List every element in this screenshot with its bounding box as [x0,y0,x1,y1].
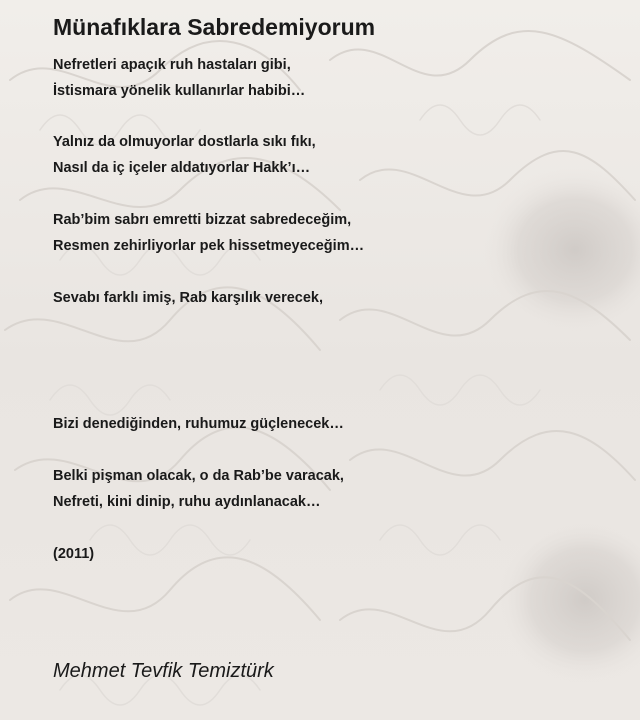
poem-line: Rab’bim sabrı emretti bizzat sabredeceğim, [53,212,352,228]
poem-line: Resmen zehirliyorlar pek hissetmeyeceğim… [53,238,365,254]
poem-title: Münafıklara Sabredemiyorum [53,14,376,40]
poem-line: Sevabı farklı imiş, Rab karşılık verecek, [53,290,324,306]
poem-line: Yalnız da olmuyorlar dostlarla sıkı fıkı, [53,134,316,150]
poem-author: Mehmet Tevfik Temiztürk [53,660,274,682]
stanza-1 [53,52,305,104]
stanza-6 [53,463,344,515]
stanza-2 [53,129,316,181]
stanza-3 [53,207,364,259]
poem-line: Belki pişman olacak, o da Rab’be varacak, [53,468,344,484]
poem-line: Nefretleri apaçık ruh hastaları gibi, [53,57,291,73]
poem-line: Nefreti, kini dinip, ruhu aydınlanacak… [53,494,321,510]
poem-year: (2011) [53,546,95,562]
stanza-4 [53,285,323,311]
poem-line: Bizi denediğinden, ruhumuz güçlenecek… [53,416,344,432]
poem-line: İstismara yönelik kullanırlar habibi… [53,83,306,99]
stanza-5 [53,411,344,437]
poem-line: Nasıl da iç içeler aldatıyorlar Hakk’ı… [53,160,311,176]
